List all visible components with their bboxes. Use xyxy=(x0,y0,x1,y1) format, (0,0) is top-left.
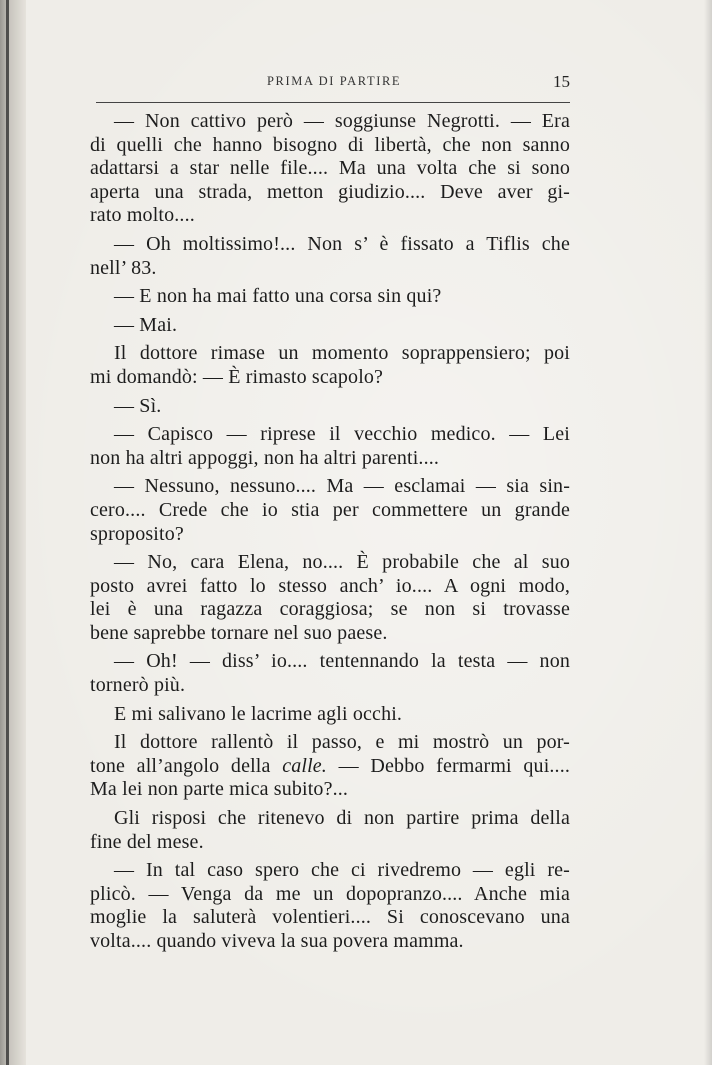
text-line: — Oh! — diss’ io.... tentennando la testa — non xyxy=(114,650,570,673)
text-line: di quelli che hanno bisogno di libertà, che non sanno xyxy=(90,133,570,156)
text-line: tornerò più. xyxy=(90,674,186,697)
text-line: posto avrei fatto lo stesso anch’ io.... A ogni modo, xyxy=(90,574,570,597)
text-line: Il dottore rallentò il passo, e mi mostrò un por- xyxy=(114,731,570,754)
text-line: — E non ha mai fatto una corsa sin qui? xyxy=(114,285,442,308)
text-line: Il dottore rimase un momento soprappensiero; poi xyxy=(114,342,570,365)
text-line: volta.... quando viveva la sua povera mamma. xyxy=(90,930,464,952)
text-line: — No, cara Elena, no.... È probabile che al suo xyxy=(114,551,570,574)
running-title: PRIMA DI PARTIRE xyxy=(267,74,402,88)
text-line: E mi salivano le lacrime agli occhi. xyxy=(114,702,403,725)
text-line: — Nessuno, nessuno.... Ma — esclamai — sia sin- xyxy=(114,475,570,498)
text-line: — Non cattivo però — soggiunse Negrotti. — Era xyxy=(114,110,570,132)
text-fragment: tone all’angolo della xyxy=(90,754,283,777)
text-line: rato molto.... xyxy=(90,204,195,227)
text-line: mi domandò: — È rimasto scapolo? xyxy=(90,365,384,388)
text-line: bene saprebbe tornare nel suo paese. xyxy=(90,621,388,644)
text-line: — Oh moltissimo!... Non s’ è fissato a Tiflis che xyxy=(114,232,570,255)
text-line: cero.... Crede che io stia per commettere un grande xyxy=(90,498,570,521)
text-line: Ma lei non parte mica subito?... xyxy=(90,778,349,801)
text-line-with-italic xyxy=(90,755,570,779)
body-text xyxy=(90,110,570,954)
text-line: Gli risposi che ritenevo di non partire prima della xyxy=(114,807,570,830)
italic-word: calle. xyxy=(282,754,327,777)
text-line: aperta una strada, metton giudizio.... Deve aver gi- xyxy=(90,180,570,203)
text-line: non ha altri appoggi, non ha altri parenti.... xyxy=(90,446,440,469)
text-line: — Mai. xyxy=(114,313,178,336)
page-number: 15 xyxy=(553,72,570,91)
text-line: lei è una ragazza coraggiosa; se non si trovasse xyxy=(90,598,570,621)
text-line: adattarsi a star nelle file.... Ma una volta che si sono xyxy=(90,157,570,180)
book-spine-shadow xyxy=(0,0,26,1065)
text-line: fine del mese. xyxy=(90,830,204,853)
binding-edge-line xyxy=(6,0,9,1065)
text-line: — Sì. xyxy=(114,394,162,417)
header-rule xyxy=(96,102,570,103)
text-fragment: — Debbo fermarmi qui.... xyxy=(326,754,570,777)
page-edge-shadow xyxy=(704,0,712,1065)
running-header xyxy=(112,72,572,100)
text-line: sproposito? xyxy=(90,522,184,545)
text-line: moglie la saluterà volentieri.... Si conoscevano una xyxy=(90,906,570,929)
text-line: — Capisco — riprese il vecchio medico. — Lei xyxy=(114,423,570,446)
text-line: nell’ 83. xyxy=(90,256,157,279)
text-line: plicò. — Venga da me un dopopranzo.... Anche mia xyxy=(90,882,570,905)
text-line: — In tal caso spero che ci rivedremo — egli re- xyxy=(114,859,570,882)
